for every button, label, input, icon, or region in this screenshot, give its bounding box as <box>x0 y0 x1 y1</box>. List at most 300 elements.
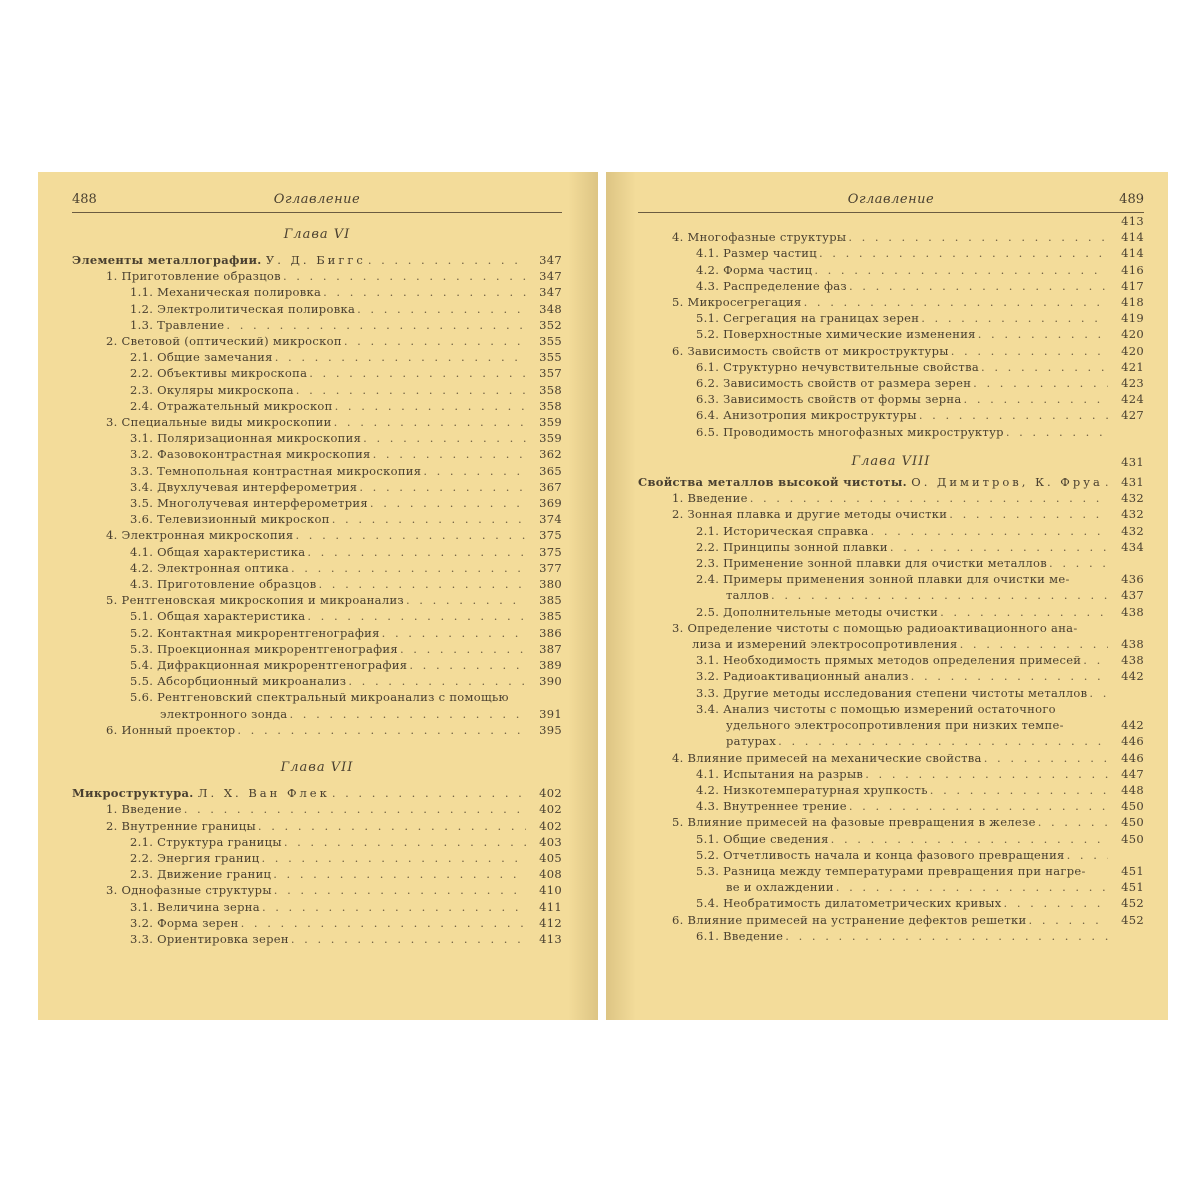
section-title: Микроструктура. <box>72 786 194 801</box>
leader-dots <box>814 262 1108 278</box>
toc-page: 348 <box>539 301 562 316</box>
leader-dots <box>848 229 1108 245</box>
leader-dots <box>921 310 1108 326</box>
leader-dots <box>940 604 1108 620</box>
toc-item-text: 3.1. Необходимость прямых методов определения примесей <box>696 653 1082 668</box>
chapter-heading-row <box>638 454 1144 470</box>
toc-item <box>72 576 562 592</box>
leader-dots <box>275 349 526 365</box>
leader-dots <box>865 766 1108 782</box>
toc-item <box>72 446 562 462</box>
toc-item-text: 2.4. Примеры применения зонной плавки для очистки ме- <box>696 572 1070 587</box>
toc-item <box>638 213 1144 229</box>
toc-item-text: 4.1. Размер частиц <box>696 246 817 261</box>
leader-dots <box>291 560 526 576</box>
toc-item-text: 5.2. Контактная микрорентгенография <box>130 625 380 640</box>
leader-dots <box>890 539 1108 555</box>
toc-item-text: 1. Введение <box>672 491 748 506</box>
toc-item <box>72 866 562 882</box>
toc-item-text: 2.2. Принципы зонной плавки <box>696 539 888 554</box>
toc-item-text: 6.1. Структурно нечувствительные свойства <box>696 359 980 374</box>
leader-dots <box>262 899 526 915</box>
toc-item <box>72 592 562 608</box>
toc-item-text: 3.1. Поляризационная микроскопия <box>130 431 362 446</box>
toc-item <box>638 928 1144 944</box>
toc-item <box>638 750 1144 766</box>
toc-list <box>638 652 1144 701</box>
leader-dots <box>382 625 526 641</box>
toc-item <box>638 523 1144 539</box>
toc-item <box>638 620 1144 636</box>
toc-list <box>638 895 1144 944</box>
toc-item <box>72 349 562 365</box>
toc-page: 390 <box>539 674 562 689</box>
leader-dots <box>226 317 526 333</box>
leader-dots <box>307 608 526 624</box>
toc-item <box>72 398 562 414</box>
toc-item <box>638 782 1144 798</box>
toc-item <box>72 479 562 495</box>
toc-page: 403 <box>539 834 562 849</box>
section-title: Элементы металлографии. <box>72 253 262 267</box>
left-page-header <box>72 188 562 213</box>
toc-page: 427 <box>1121 408 1144 423</box>
toc-item <box>638 310 1144 326</box>
section-title: Свойства металлов высокой чистоты. <box>638 475 907 490</box>
leader-dots <box>849 278 1108 294</box>
leader-dots <box>1105 474 1108 490</box>
toc-page: 452 <box>1121 896 1144 911</box>
toc-item-text: 2.3. Окуляры микроскопа <box>130 382 294 397</box>
leader-dots <box>973 375 1108 391</box>
toc-item-text: 5.1. Общие сведения <box>696 831 829 846</box>
leader-dots <box>296 382 526 398</box>
toc-page: 387 <box>539 641 562 656</box>
toc-list <box>72 801 562 947</box>
toc-item-text: 4. Многофазные структуры <box>672 230 847 245</box>
toc-page: 358 <box>539 398 562 413</box>
toc-page: 451 <box>1121 863 1144 878</box>
toc-page: 446 <box>1121 734 1144 749</box>
toc-item-text: 3. Определение чистоты с помощью радиоактивационного ана- <box>672 620 1078 635</box>
toc-item-text: 4.1. Общая характеристика <box>130 544 306 559</box>
leader-dots <box>370 495 526 511</box>
leader-dots <box>919 407 1108 423</box>
leader-dots <box>750 490 1108 506</box>
toc-item-text: 4.2. Электронная оптика <box>130 560 289 575</box>
toc-page: 450 <box>1121 815 1144 830</box>
toc-item-text: 1.3. Травление <box>130 317 225 332</box>
toc-item-text: 4.3. Распределение фаз <box>696 278 847 293</box>
toc-list <box>638 229 1144 440</box>
toc-item <box>72 317 562 333</box>
toc-page: 451 <box>1121 880 1144 895</box>
toc-item-text: 5.6. Рентгеновский спектральный микроанализ с помощью <box>130 690 509 705</box>
chapter-heading: Глава VII <box>280 760 354 776</box>
leader-dots <box>785 928 1108 944</box>
toc-item <box>638 506 1144 522</box>
chapter-heading: Глава VIII <box>851 453 931 469</box>
leader-dots <box>400 641 526 657</box>
leader-dots <box>423 463 526 479</box>
toc-page: 438 <box>1121 604 1144 619</box>
leader-dots <box>771 587 1108 603</box>
leader-dots <box>951 343 1108 359</box>
leader-dots <box>274 882 526 898</box>
toc-item-text: 5.3. Разница между температурами превращения при нагре- <box>696 863 1086 878</box>
toc-item-text: 4.2. Форма частиц <box>696 262 813 277</box>
toc-item-text: 5.4. Дифракционная микрорентгенография <box>130 658 408 673</box>
toc-item <box>638 245 1144 261</box>
toc-item-text: 3.2. Фазовоконтрастная микроскопия <box>130 447 371 462</box>
toc-page: 438 <box>1121 653 1144 668</box>
toc-item <box>638 685 1144 701</box>
chapter-heading: Глава VI <box>283 227 351 242</box>
toc-item-text: удельного электросопротивления при низких темпе- <box>726 718 1064 733</box>
leader-dots <box>373 446 526 462</box>
toc-page: 448 <box>1121 782 1144 797</box>
section-author: О. Димитров, К. Фруа <box>911 475 1103 490</box>
leader-dots <box>978 326 1108 342</box>
toc-page: 405 <box>539 850 562 865</box>
leader-dots <box>409 657 526 673</box>
leader-dots <box>1083 652 1108 668</box>
toc-item-text: ве и охлаждении <box>726 880 834 895</box>
leader-dots <box>344 333 526 349</box>
toc-item <box>638 555 1144 571</box>
toc-page: 432 <box>1121 523 1144 538</box>
toc-item <box>638 668 1144 684</box>
toc-page: 375 <box>539 544 562 559</box>
right-page-header <box>638 188 1144 213</box>
toc-page: 352 <box>539 317 562 332</box>
toc-page: 347 <box>539 285 562 300</box>
leader-dots <box>273 866 526 882</box>
toc-item <box>638 831 1144 847</box>
toc-page: 413 <box>539 931 562 946</box>
toc-item <box>72 284 562 300</box>
leader-dots <box>258 818 526 834</box>
toc-page: 446 <box>1121 750 1144 765</box>
toc-section <box>638 474 1144 490</box>
toc-item <box>638 636 1144 652</box>
toc-item-text: 6.4. Анизотропия микроструктуры <box>696 408 917 423</box>
toc-item-text: 2.3. Движение границ <box>130 867 272 882</box>
toc-item <box>72 706 562 722</box>
leader-dots <box>949 506 1108 522</box>
toc-item-text: 2.2. Энергия границ <box>130 850 260 865</box>
toc-item-text: 5. Влияние примесей на фазовые превращения в железе <box>672 815 1036 830</box>
toc-item-text: 5.1. Общая характеристика <box>130 609 306 624</box>
leader-dots <box>237 722 526 738</box>
leader-dots <box>984 750 1108 766</box>
toc-item <box>72 268 562 284</box>
toc-page: 389 <box>539 658 562 673</box>
toc-item <box>638 798 1144 814</box>
toc-list <box>638 490 1144 571</box>
leader-dots <box>1049 555 1108 571</box>
toc-item-text: 3.4. Анализ чистоты с помощью измерений остаточного <box>696 701 1056 716</box>
toc-item-text: 3.2. Радиоактивационный анализ <box>696 669 909 684</box>
toc-page: 367 <box>539 479 562 494</box>
toc-item-text: электронного зонда <box>160 706 288 721</box>
toc-item-text: 1.1. Механическая полировка <box>130 285 322 300</box>
toc-item <box>72 882 562 898</box>
toc-page: 369 <box>539 496 562 511</box>
leader-dots <box>309 365 526 381</box>
toc-page: 420 <box>1121 327 1144 342</box>
toc-item-text: 2. Световой (оптический) микроскоп <box>106 334 342 349</box>
leader-dots <box>930 782 1108 798</box>
toc-page: 402 <box>539 818 562 833</box>
toc-item-text: 5.4. Необратимость дилатометрических кривых <box>696 896 1002 911</box>
toc-item <box>72 899 562 915</box>
toc-item <box>638 587 1144 603</box>
toc-item <box>72 365 562 381</box>
toc-page: 432 <box>1121 507 1144 522</box>
leader-dots <box>296 527 527 543</box>
toc-item-text: 1. Приготовление образцов <box>106 269 281 284</box>
right-page <box>606 172 1168 1020</box>
toc-page: 414 <box>1121 246 1144 261</box>
toc-item <box>638 278 1144 294</box>
toc-page: 413 <box>1121 214 1144 228</box>
toc-item <box>72 511 562 527</box>
leader-dots <box>1067 847 1108 863</box>
section-author: Л. Х. Ван Флек <box>197 786 330 801</box>
toc-item-text: 3.6. Телевизионный микроскоп <box>130 512 330 527</box>
toc-item <box>638 733 1144 749</box>
toc-item-text: 3.5. Многолучевая интерферометрия <box>130 496 368 511</box>
toc-page: 447 <box>1121 766 1144 781</box>
left-toc <box>72 227 562 947</box>
toc-item-text: 2. Внутренние границы <box>106 818 256 833</box>
leader-dots <box>332 785 526 801</box>
leader-dots <box>262 850 527 866</box>
toc-item-text: 6.3. Зависимость свойств от формы зерна <box>696 392 962 407</box>
toc-item <box>638 847 1144 863</box>
toc-page: 421 <box>1121 359 1144 374</box>
toc-item-text: 3.3. Темнопольная контрастная микроскопия <box>130 463 422 478</box>
toc-item <box>638 863 1144 879</box>
leader-dots <box>289 706 526 722</box>
leader-dots <box>363 430 526 446</box>
page-number: 488 <box>72 192 97 207</box>
toc-page: 355 <box>539 334 562 349</box>
toc-page: 419 <box>1121 311 1144 326</box>
toc-page: 418 <box>1121 295 1144 310</box>
toc-item <box>638 895 1144 911</box>
toc-item <box>72 414 562 430</box>
leader-dots <box>960 636 1108 652</box>
toc-section <box>72 252 562 268</box>
leader-dots <box>1038 814 1108 830</box>
toc-page: 385 <box>539 593 562 608</box>
page-number: 489 <box>1119 192 1144 207</box>
toc-item <box>638 912 1144 928</box>
toc-item <box>638 879 1144 895</box>
leader-dots <box>981 359 1108 375</box>
toc-list <box>72 268 562 689</box>
leader-dots <box>836 879 1108 895</box>
toc-page: 412 <box>539 915 562 930</box>
toc-item <box>72 544 562 560</box>
toc-page: 423 <box>1121 376 1144 391</box>
toc-page: 424 <box>1121 392 1144 407</box>
toc-item-text: 2.1. Структура границы <box>130 834 282 849</box>
toc-page: 377 <box>539 560 562 575</box>
toc-page: 362 <box>539 447 562 462</box>
leader-dots <box>1004 895 1108 911</box>
toc-page: 431 <box>1121 454 1144 469</box>
toc-item-text: 5.2. Поверхностные химические изменения <box>696 327 976 342</box>
toc-item <box>72 641 562 657</box>
toc-item-text: 3.2. Форма зерен <box>130 915 239 930</box>
leader-dots <box>319 576 527 592</box>
toc-item <box>72 430 562 446</box>
leader-dots <box>283 268 526 284</box>
toc-page: 355 <box>539 350 562 365</box>
toc-item <box>72 850 562 866</box>
toc-item <box>72 382 562 398</box>
toc-page: 414 <box>1121 230 1144 245</box>
toc-item <box>638 229 1144 245</box>
toc-page: 357 <box>539 366 562 381</box>
toc-item <box>638 717 1144 733</box>
toc-section <box>72 785 562 801</box>
section-author: У. Д. Биггс <box>265 253 366 267</box>
leader-dots <box>778 733 1108 749</box>
leader-dots <box>1006 424 1108 440</box>
toc-page: 395 <box>539 722 562 737</box>
toc-item-text: 3.3. Ориентировка зерен <box>130 931 289 946</box>
toc-item <box>638 490 1144 506</box>
leader-dots <box>357 301 526 317</box>
toc-item-text: 2. Зонная плавка и другие методы очистки <box>672 507 948 522</box>
toc-page: 416 <box>1121 262 1144 277</box>
toc-item <box>72 608 562 624</box>
toc-page: 359 <box>539 415 562 430</box>
toc-item-text: лиза и измерений электросопротивления <box>692 637 958 652</box>
leader-dots <box>831 831 1108 847</box>
toc-item-text: 4.2. Низкотемпературная хрупкость <box>696 782 928 797</box>
toc-item <box>638 604 1144 620</box>
toc-item-text: 5. Рентгеновская микроскопия и микроанализ <box>106 593 404 608</box>
running-title: Оглавление <box>273 192 361 207</box>
leader-dots <box>964 391 1108 407</box>
leader-dots <box>804 294 1108 310</box>
toc-item <box>72 495 562 511</box>
toc-item <box>638 571 1144 587</box>
toc-item-text: 5. Микросегрегация <box>672 295 802 310</box>
toc-item-text: 6. Ионный проектор <box>106 722 236 737</box>
toc-page: 359 <box>539 431 562 446</box>
running-title: Оглавление <box>847 192 935 207</box>
toc-item-text: 3.1. Величина зерна <box>130 899 260 914</box>
leader-dots <box>184 801 526 817</box>
leader-dots <box>368 252 526 268</box>
toc-item <box>72 301 562 317</box>
toc-page: 391 <box>539 706 562 721</box>
toc-page: 432 <box>1121 491 1144 506</box>
toc-item <box>638 375 1144 391</box>
right-toc <box>638 213 1144 944</box>
toc-item-text: 2.3. Применение зонной плавки для очистки металлов <box>696 556 1048 571</box>
toc-item-text: 6. Зависимость свойств от микроструктуры <box>672 343 949 358</box>
toc-item <box>638 652 1144 668</box>
toc-item-text: 4. Электронная микроскопия <box>106 528 294 543</box>
toc-item <box>72 673 562 689</box>
toc-item-text: 6. Влияние примесей на устранение дефектов решетки <box>672 912 1027 927</box>
leader-dots <box>323 284 526 300</box>
toc-item <box>638 814 1144 830</box>
toc-item <box>638 539 1144 555</box>
toc-item-text: 5.2. Отчетливость начала и конца фазового превращения <box>696 847 1065 862</box>
leader-dots <box>335 398 526 414</box>
toc-item-text: 3. Специальные виды микроскопии <box>106 415 332 430</box>
toc-page: 380 <box>539 577 562 592</box>
toc-page: 408 <box>539 867 562 882</box>
toc-item-text: 2.4. Отражательный микроскоп <box>130 398 333 413</box>
toc-item-text: 3. Однофазные структуры <box>106 883 272 898</box>
toc-item <box>72 463 562 479</box>
toc-item <box>72 818 562 834</box>
leader-dots <box>849 798 1108 814</box>
toc-page: 452 <box>1121 912 1144 927</box>
toc-page: 417 <box>1121 278 1144 293</box>
toc-page: 431 <box>1121 475 1144 490</box>
toc-page: 402 <box>539 786 562 801</box>
leader-dots <box>291 931 526 947</box>
toc-item <box>72 834 562 850</box>
toc-item <box>638 294 1144 310</box>
leader-dots <box>1029 912 1108 928</box>
toc-item-text: 4. Влияние примесей на механические свойства <box>672 750 982 765</box>
leader-dots <box>1089 685 1108 701</box>
toc-item <box>638 407 1144 423</box>
toc-page: 442 <box>1121 718 1144 733</box>
toc-item <box>638 262 1144 278</box>
toc-item <box>72 689 562 705</box>
toc-item <box>72 527 562 543</box>
toc-page: 347 <box>539 269 562 284</box>
toc-page: 375 <box>539 528 562 543</box>
toc-item-text: 5.5. Абсорбционный микроанализ <box>130 674 347 689</box>
toc-item <box>72 657 562 673</box>
toc-item-text: 1.2. Электролитическая полировка <box>130 301 356 316</box>
toc-item-text: 6.5. Проводимость многофазных микроструктур <box>696 424 1004 439</box>
leader-dots <box>334 414 526 430</box>
toc-page: 438 <box>1121 637 1144 652</box>
toc-item <box>72 801 562 817</box>
leader-dots <box>406 592 526 608</box>
toc-item-text: 6.2. Зависимость свойств от размера зерен <box>696 376 972 391</box>
toc-page: 402 <box>539 802 562 817</box>
toc-page: 358 <box>539 382 562 397</box>
leader-dots <box>241 915 526 931</box>
toc-item <box>638 424 1144 440</box>
toc-item-text: ратурах <box>726 734 777 749</box>
toc-item-text: 3.4. Двухлучевая интерферометрия <box>130 479 358 494</box>
toc-item <box>72 560 562 576</box>
leader-dots <box>332 511 526 527</box>
leader-dots <box>911 668 1108 684</box>
leader-dots <box>348 673 526 689</box>
toc-item-text: 4.3. Приготовление образцов <box>130 577 317 592</box>
toc-item <box>638 391 1144 407</box>
toc-item-text: 2.1. Общие замечания <box>130 350 273 365</box>
toc-item-text: 5.3. Проекционная микрорентгенография <box>130 641 398 656</box>
